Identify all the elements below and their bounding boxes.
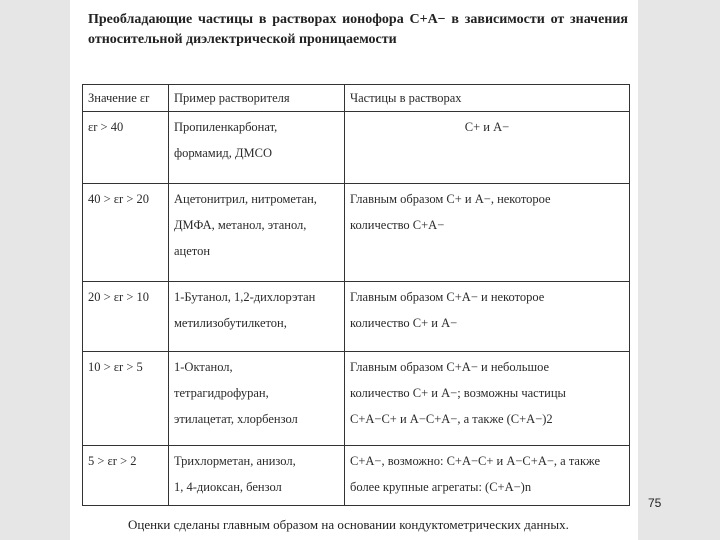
solvent-line: Пропиленкарбонат, — [174, 120, 278, 134]
particles-line: C+A−C+ и A−C+A−, а также (C+A−)2 — [350, 412, 553, 426]
particles-line: C+ и A− — [464, 120, 510, 134]
particles-cell — [345, 352, 630, 446]
solvent-line: Трихлорметан, анизол, — [174, 454, 296, 468]
particles-line: более крупные агрегаты: (C+A−)n — [350, 480, 532, 494]
solvent-cell — [169, 282, 345, 352]
table-row — [83, 112, 630, 184]
solvent-line: этилацетат, хлорбензол — [174, 412, 298, 426]
particles-cell — [345, 446, 630, 506]
particles-cell — [345, 112, 630, 184]
header-particles: Частицы в растворах — [345, 85, 630, 112]
solvent-line: 1, 4-диоксан, бензол — [174, 480, 282, 494]
solvent-cell — [169, 112, 345, 184]
table-row — [83, 446, 630, 506]
particles-line: количество C+ и A−; возможны частицы — [350, 386, 566, 400]
particles-line: Главным образом C+ и A−, некоторое — [350, 192, 551, 206]
particles-cell — [345, 184, 630, 282]
solvent-cell — [169, 352, 345, 446]
solvent-line: ДМФА, метанол, этанол, — [174, 218, 307, 232]
solvent-line: формамид, ДМСО — [174, 146, 272, 160]
table-row — [83, 282, 630, 352]
range-cell: 5 > εr > 2 — [83, 446, 169, 506]
document-page — [70, 0, 638, 540]
table-row — [83, 352, 630, 446]
solvent-line: ацетон — [174, 244, 211, 258]
table-header-row — [83, 85, 630, 112]
solvent-line: Ацетонитрил, нитрометан, — [174, 192, 317, 206]
particles-line: количество C+A− — [350, 218, 445, 232]
page-number: 75 — [648, 496, 662, 510]
solvent-line: 1-Октанол, — [174, 360, 233, 374]
table-title: Преобладающие частицы в растворах ионофора C+A− в зависимости от значения относительной диэлектрической проницаемости — [88, 12, 628, 47]
particles-cell — [345, 282, 630, 352]
solvent-cell — [169, 184, 345, 282]
range-cell: 10 > εr > 5 — [83, 352, 169, 446]
particles-line: Главным образом C+A− и некоторое — [350, 290, 545, 304]
range-cell: 20 > εr > 10 — [83, 282, 169, 352]
range-cell: εr > 40 — [83, 112, 169, 184]
header-solvent-example: Пример растворителя — [169, 85, 345, 112]
solvent-line: метилизобутилкетон, — [174, 316, 287, 330]
solvent-line: 1-Бутанол, 1,2-дихлорэтан — [174, 290, 316, 304]
particles-line: C+A−, возможно: C+A−C+ и A−C+A−, а также — [350, 454, 601, 468]
solvent-line: тетрагидрофуран, — [174, 386, 269, 400]
range-cell: 40 > εr > 20 — [83, 184, 169, 282]
footnote: Оценки сделаны главным образом на основании кондуктометрических данных. — [128, 517, 569, 532]
solvent-cell — [169, 446, 345, 506]
header-er-value: Значение εr — [83, 85, 169, 112]
particles-line: количество C+ и A− — [350, 316, 458, 330]
particles-line: Главным образом C+A− и небольшое — [350, 360, 550, 374]
table-row — [83, 184, 630, 282]
solvent-particles-table — [82, 84, 630, 506]
